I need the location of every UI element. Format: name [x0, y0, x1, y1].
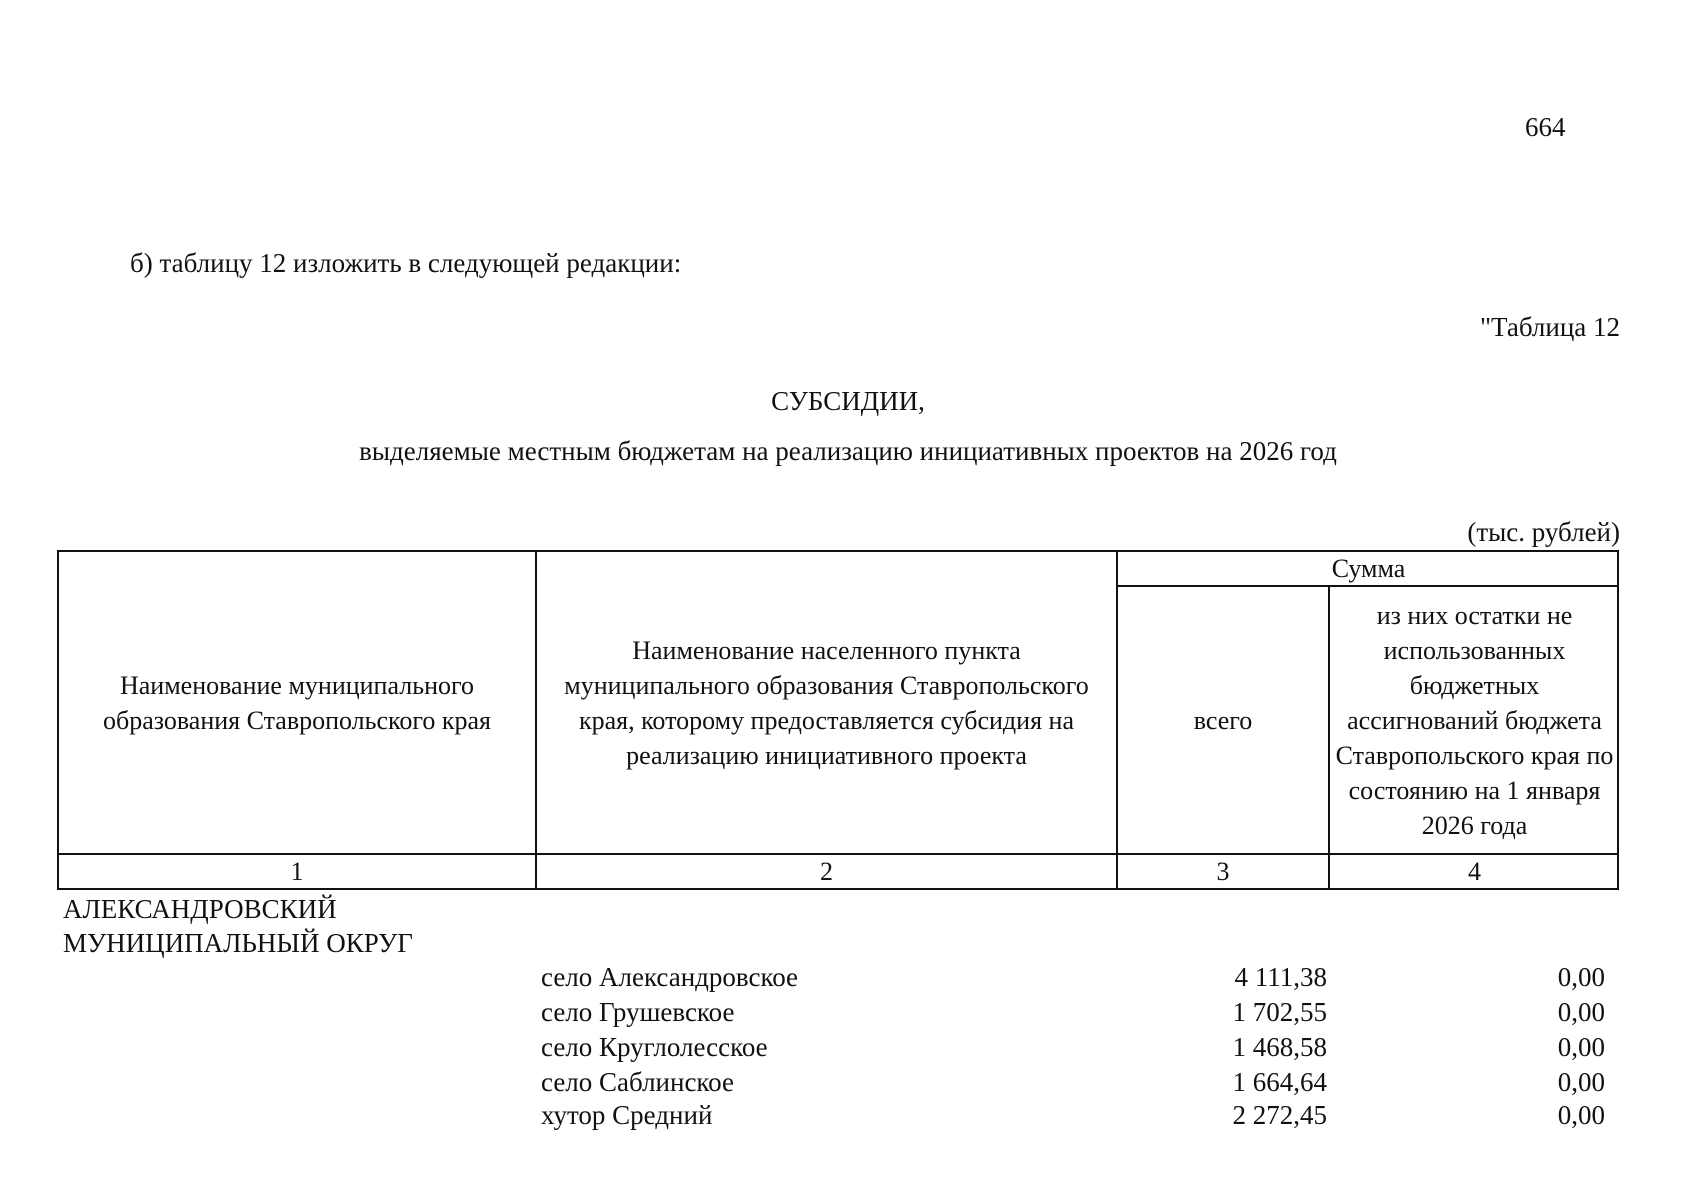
remainder-value: 0,00 — [1557, 997, 1605, 1027]
settlement-name: село Саблинское — [541, 1067, 734, 1097]
column-number-4: 4 — [1468, 856, 1481, 886]
total-value: 1 702,55 — [1232, 997, 1327, 1027]
column-number-3: 3 — [1216, 856, 1230, 886]
total-value: 2 272,45 — [1232, 1100, 1327, 1130]
header-table — [57, 550, 1619, 890]
instruction-text: б) таблицу 12 изложить в следующей редакции: — [130, 248, 682, 278]
table-row — [0, 1067, 1696, 1101]
remainder-value: 0,00 — [1557, 1100, 1605, 1130]
page-number: 664 — [1525, 112, 1566, 142]
settlement-name: село Грушевское — [541, 997, 735, 1027]
remainder-value: 0,00 — [1557, 962, 1605, 992]
table-label: "Таблица 12 — [1480, 312, 1620, 342]
header-remainder: из них остатки не использованных бюджетных ассигнований бюджета Ставропольского края по состоянию на 1 января 2026 года — [1335, 600, 1614, 840]
header-municipality: Наименование муниципального образования Ставропольского края — [102, 670, 492, 735]
total-value: 4 111,38 — [1234, 962, 1327, 992]
header-total: всего — [1193, 705, 1253, 735]
document-subtitle: выделяемые местным бюджетам на реализацию инициативных проектов на 2026 год — [359, 436, 1337, 466]
table-row — [0, 997, 1696, 1031]
header-settlement: Наименование населенного пункта муниципального образования Ставропольского края, которому предоставляется субсидия на реализацию инициативного проекта — [564, 635, 1089, 770]
header-sum-group: Сумма — [1331, 553, 1406, 583]
remainder-value: 0,00 — [1557, 1067, 1605, 1097]
total-value: 1 664,64 — [1232, 1067, 1327, 1097]
table-row — [0, 1032, 1696, 1066]
settlement-name: хутор Средний — [541, 1100, 713, 1130]
settlement-name: село Круглолесское — [541, 1032, 768, 1062]
document-title: СУБСИДИИ, — [771, 386, 925, 416]
table-row — [0, 1100, 1696, 1134]
units-label: (тыс. рублей) — [1467, 517, 1620, 547]
settlement-name: село Александровское — [541, 962, 799, 992]
column-number-2: 2 — [820, 856, 833, 886]
table-row — [0, 962, 1696, 996]
municipality-name: АЛЕКСАНДРОВСКИЙ МУНИЦИПАЛЬНЫЙ ОКРУГ — [63, 894, 413, 958]
remainder-value: 0,00 — [1557, 1032, 1605, 1062]
total-value: 1 468,58 — [1232, 1032, 1327, 1062]
column-number-1: 1 — [290, 856, 304, 886]
